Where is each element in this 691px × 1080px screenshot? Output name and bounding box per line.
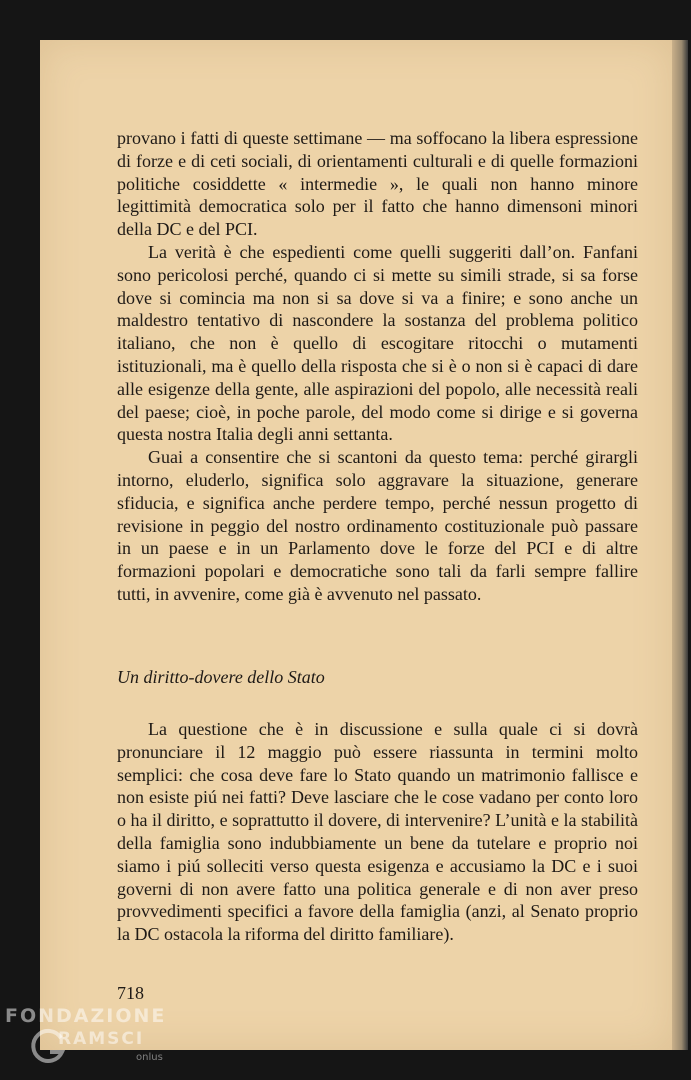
watermark-line1: FONDAZIONE (5, 1005, 167, 1027)
watermark-line2: RAMSCI (58, 1029, 145, 1049)
body-text-bottom (117, 718, 638, 946)
paragraph-4: La questione che è in discussione e sulla quale ci si dovrà pronunciare il 12 maggio può essere riassunta in termini molto semplici: che cosa deve fare lo Stato quando un matrimonio fallisce e non esiste piú nei fatti? Deve lasciare che le cose vadano per conto loro o ha il diritto, e soprattutto il dovere, di intervenire? L’unità e la stabilità della famiglia sono indubbiamente un bene da tutelare e proprio noi siamo i piú solleciti verso questa esigenza e accusiamo la DC e i suoi governi di non avere fatto una politica generale e di non aver preso provvedimenti specifici a favore della famiglia (anzi, al Senato proprio la DC ostacola la riforma del diritto familiare). (117, 719, 638, 945)
page-edge (672, 40, 688, 1050)
paragraph-1: provano i fatti di queste settimane — ma soffocano la libera espressione di forze e di ceti sociali, di orientamenti culturali e di quelle formazioni politiche cosiddette « intermedie », le quali non hanno minore legittimità democratica solo per il fatto che hanno dimensoni minori della DC e del PCI. (117, 128, 638, 240)
page-number: 718 (117, 983, 144, 1003)
body-text-top (117, 127, 638, 606)
watermark-small: onlus (136, 1052, 163, 1063)
section-heading: Un diritto-dovere dello Stato (117, 667, 325, 687)
paragraph-2: La verità è che espedienti come quelli suggeriti dall’on. Fanfani sono pericolosi perché, quando ci si mette su simili strade, si sa forse dove si comincia ma non si sa dove si va a finire; e sono anche un maldestro tentativo di nascondere la sostanza del problema politico italiano, che non è quello di escogitare ritocchi o mutamenti istituzionali, ma è quello della risposta che si è o non si è capaci di dare alle esigenze della gente, alle aspirazioni del popolo, alle necessità reali del paese; cioè, in poche parole, del modo come si dirige e si governa questa nostra Italia degli anni settanta. (117, 241, 638, 445)
paragraph-3: Guai a consentire che si scantoni da questo tema: perché girargli intorno, eluderlo, significa solo aggravare la situazione, generare sfiducia, e significa anche perdere tempo, perché nessun progetto di revisione in peggio del nostro ordinamento costituzionale può passare in un paese e in un Parlamento dove le forze del PCI e di altre formazioni popolari e democratiche sono tali da farli sempre fallire tutti, in avvenire, come già è avvenuto nel passato. (117, 447, 638, 604)
